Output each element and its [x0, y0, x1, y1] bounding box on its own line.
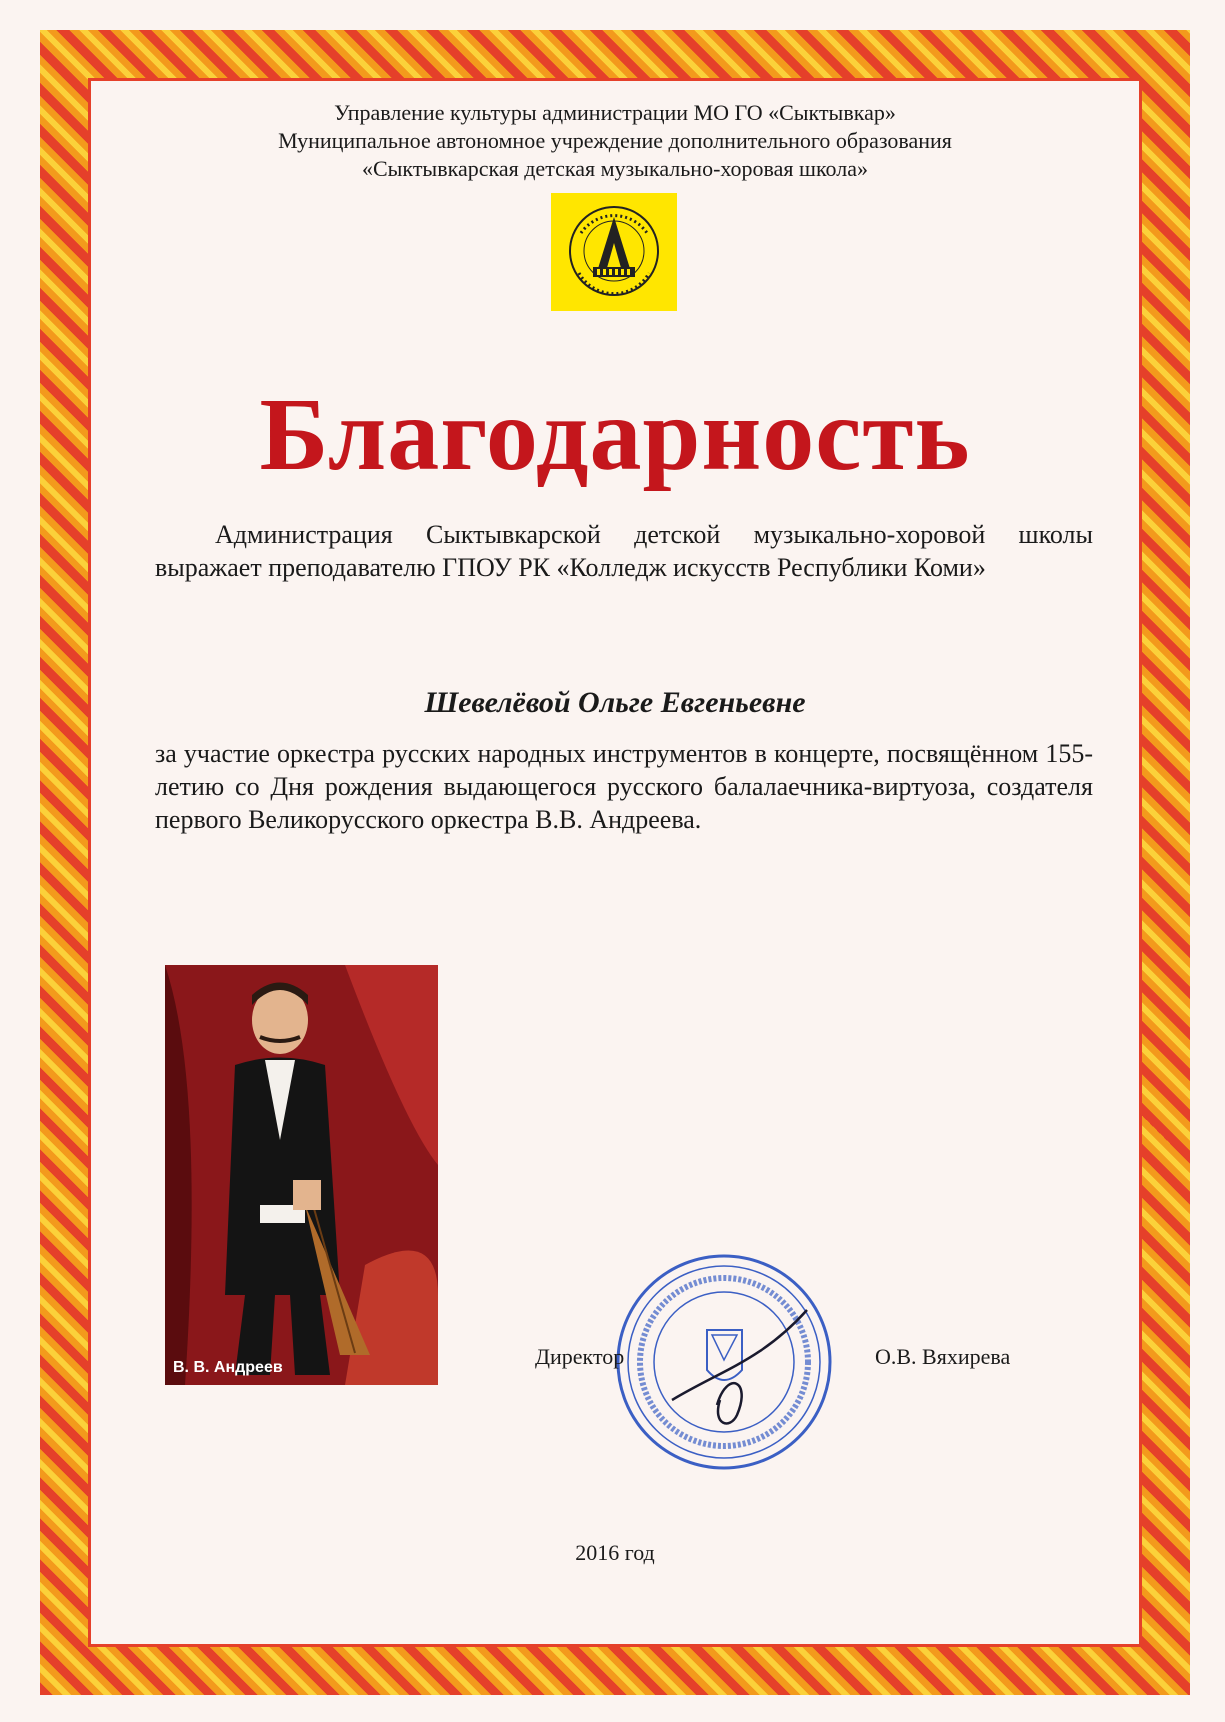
- school-logo: [551, 193, 677, 311]
- recipient-name: Шевелёвой Ольге Евгеньевне: [424, 686, 806, 719]
- certificate-content: [95, 85, 1135, 1640]
- reason-paragraph: за участие оркестра русских народных инструментов в концерте, посвящённом 155-летию со Дня рождения выдающегося русского балалаечника-виртуоза, создателя первого Великорусского оркестра В.В. Андреева.: [155, 739, 1093, 834]
- portrait-figure-icon: [165, 965, 438, 1385]
- header-line-2: Муниципальное автономное учреждение дополнительного образования: [278, 128, 952, 153]
- portrait-caption: В. В. Андреев: [173, 1359, 283, 1376]
- certificate-year: 2016 год: [575, 1540, 655, 1565]
- header-line-1: Управление культуры администрации МО ГО «Сыктывкар»: [334, 100, 896, 125]
- stamp-seal-icon: [612, 1250, 837, 1475]
- portrait-image: [165, 965, 438, 1385]
- header-line-3: «Сыктывкарская детская музыкально-хоровая школа»: [361, 156, 869, 181]
- certificate-title: Благодарность: [259, 377, 971, 492]
- signature-name: О.В. Вяхирева: [875, 1344, 1011, 1369]
- intro-paragraph: Администрация Сыктывкарской детской музыкально-хоровой школы выражает преподавателю ГПОУ РК «Колледж искусств Республики Коми»: [155, 520, 1093, 582]
- signature-position: Директор: [535, 1344, 625, 1369]
- school-emblem-icon: [551, 193, 677, 311]
- official-stamp: [612, 1250, 837, 1475]
